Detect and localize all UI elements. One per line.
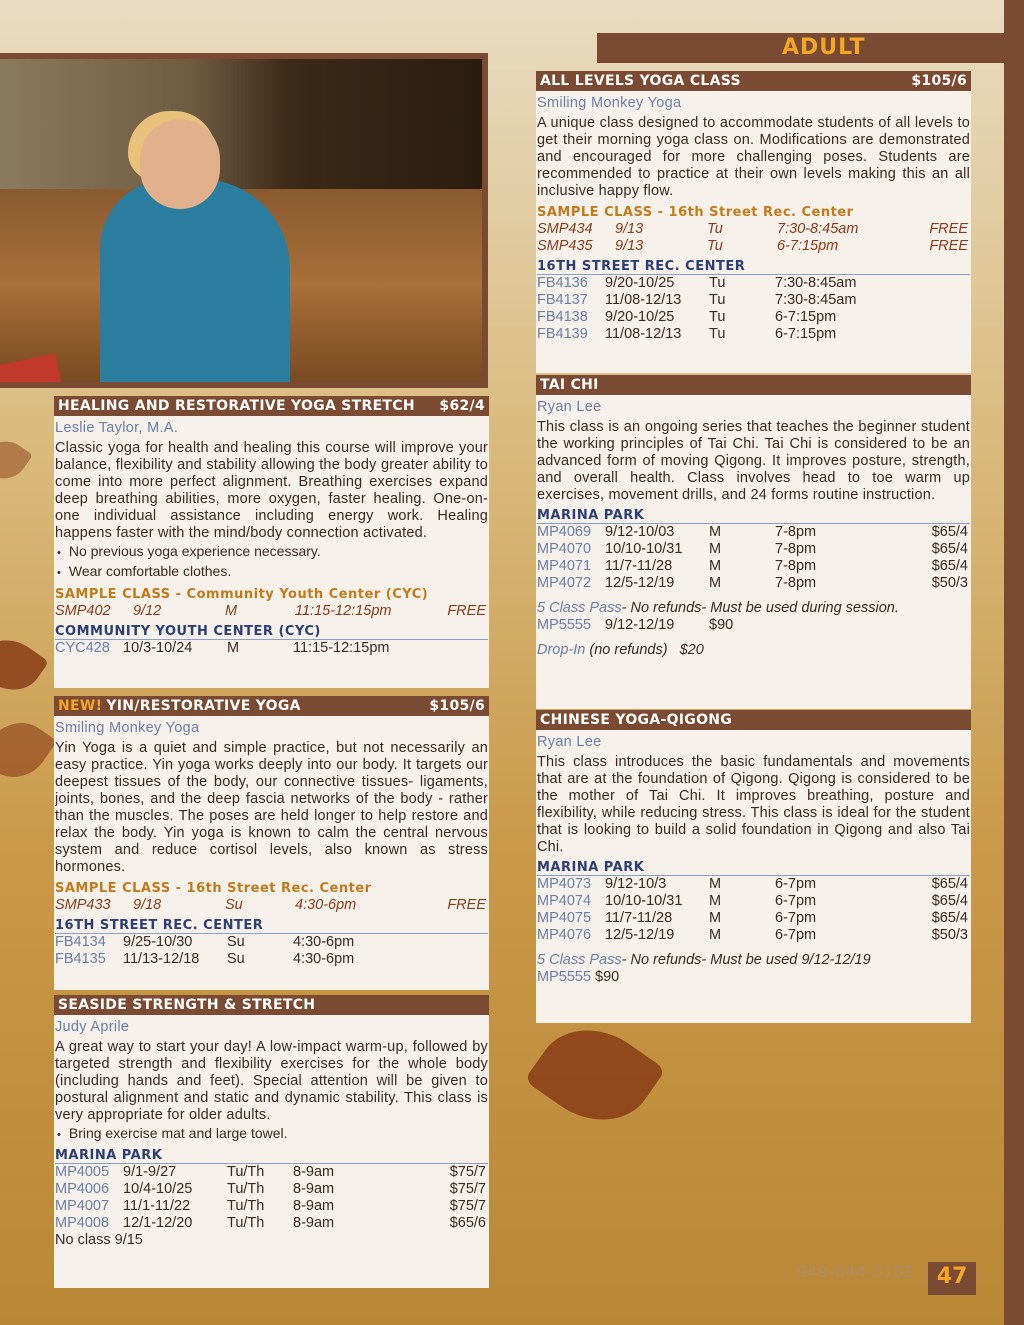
class-description: A great way to start your day! A low-impact warm-up, followed by targeted strength and flexibility exercises for the whole body (including hands and feet). Special attention will be given to postural alignment and static and dynamic stability. This class is very appropriate for older adults. xyxy=(55,1039,488,1123)
course-time: 7-8pm xyxy=(775,558,817,574)
course-code[interactable]: MP5555 xyxy=(537,969,592,985)
schedule-row xyxy=(537,326,970,343)
course-day: Tu xyxy=(709,326,726,342)
instructor-name: Ryan Lee xyxy=(537,399,602,415)
bullet-item: • Bring exercise mat and large towel. xyxy=(55,1124,488,1144)
course-time: 7:30-8:45am xyxy=(777,221,859,237)
course-day: Su xyxy=(225,897,243,913)
maple-leaf-decoration xyxy=(0,432,33,488)
course-day: M xyxy=(709,541,722,557)
course-fee: $65/4 xyxy=(931,893,968,909)
schedule-row xyxy=(537,575,970,592)
course-fee: $50/3 xyxy=(931,927,968,943)
course-code[interactable]: MP4073 xyxy=(537,876,592,892)
course-day: Tu xyxy=(709,309,726,325)
course-code[interactable]: MP4071 xyxy=(537,558,592,574)
course-time: 4:30-6pm xyxy=(293,951,355,967)
course-fee: FREE xyxy=(447,897,486,913)
course-fee: $65/4 xyxy=(931,876,968,892)
instructor-name: Ryan Lee xyxy=(537,734,602,750)
schedule-row xyxy=(537,876,970,893)
schedule-row xyxy=(537,541,970,558)
schedule-row xyxy=(537,309,970,326)
sample-class-heading: SAMPLE CLASS - 16th Street Rec. Center xyxy=(55,881,372,896)
schedule-row xyxy=(55,934,488,951)
course-time: 8-9am xyxy=(293,1181,335,1197)
course-code[interactable]: MP5555 xyxy=(537,617,592,633)
class-title: HEALING AND RESTORATIVE YOGA STRETCH xyxy=(58,398,415,414)
class-card-yin xyxy=(54,696,489,990)
sample-class-heading: SAMPLE CLASS - 16th Street Rec. Center xyxy=(537,205,854,220)
course-dates: 9/12-12/19 xyxy=(605,617,675,633)
course-day: Tu/Th xyxy=(227,1215,265,1231)
location-heading: 16TH STREET REC. CENTER xyxy=(537,259,970,275)
schedule-row xyxy=(537,927,970,944)
course-code[interactable]: SMP433 xyxy=(55,897,111,913)
course-dates: 10/10-10/31 xyxy=(605,893,683,909)
schedule-row xyxy=(55,603,488,620)
course-time: 8-9am xyxy=(293,1164,335,1180)
class-description: Yin Yoga is a quiet and simple practice, but not necessarily an easy practice. Yin yoga works deeply into our body. It targets our deepest tissues of the body, our connective tissues- ligaments, joints, bones, and the deep fascia networks of the body - rather than the muscles. The poses are held longer to help restore and relax the body. Yin yoga is known to calm the central nervous system and reduce cortisol levels, also known as stress hormones. xyxy=(55,740,488,875)
course-dates: 9/12-10/3 xyxy=(605,876,667,892)
course-day: M xyxy=(709,575,722,591)
course-dates: 9/25-10/30 xyxy=(123,934,193,950)
course-dates: 9/13 xyxy=(615,238,644,254)
course-day: Su xyxy=(227,951,245,967)
instructor-name: Judy Aprile xyxy=(55,1019,130,1035)
course-dates: 10/10-10/31 xyxy=(605,541,683,557)
maple-leaf-decoration xyxy=(0,627,49,702)
course-day: Tu xyxy=(709,292,726,308)
schedule-row xyxy=(55,897,488,914)
course-code[interactable]: CYC428 xyxy=(55,640,110,656)
pass-label: 5 Class Pass xyxy=(537,600,622,616)
pass-terms: - No refunds- Must be used 9/12-12/19 xyxy=(621,952,871,968)
class-pass-info xyxy=(537,952,970,969)
course-dates: 9/20-10/25 xyxy=(605,309,675,325)
course-time: 7:30-8:45am xyxy=(775,275,857,291)
course-code[interactable]: MP4075 xyxy=(537,910,592,926)
instructor-name: Smiling Monkey Yoga xyxy=(537,95,682,111)
course-dates: 11/7-11/28 xyxy=(605,558,673,574)
course-day: Tu xyxy=(707,238,723,254)
course-code[interactable]: MP4074 xyxy=(537,893,592,909)
drop-in-label: Drop-In xyxy=(537,642,586,658)
page-number: 47 xyxy=(936,1264,968,1289)
course-fee: $50/3 xyxy=(931,575,968,591)
schedule-row xyxy=(55,640,488,657)
course-fee: $65/4 xyxy=(931,558,968,574)
sample-class-heading: SAMPLE CLASS - Community Youth Center (CYC) xyxy=(55,587,429,602)
course-day: Tu xyxy=(709,275,726,291)
location-heading: 16TH STREET REC. CENTER xyxy=(55,918,488,934)
schedule-row xyxy=(55,951,488,968)
course-time: 8-9am xyxy=(293,1215,335,1231)
class-note: No class 9/15 xyxy=(55,1232,143,1248)
yoga-photo xyxy=(0,59,482,382)
course-fee: $75/7 xyxy=(449,1181,486,1197)
course-fee: $90 xyxy=(709,617,734,633)
schedule-row xyxy=(537,524,970,541)
class-description: Classic yoga for health and healing this course will improve your balance, flexibility and stability allowing the body greater ability to come into more perfect alignment. Breathing exercises expand deep breathing abilities, more oxygen, faster healing. One-on-one individual assistance including energy work. Healing happens faster with the mind/body connection activated. xyxy=(55,440,488,541)
location-heading: MARINA PARK xyxy=(537,508,970,524)
course-dates: 9/12 xyxy=(133,603,162,619)
schedule-row xyxy=(537,893,970,910)
class-card-qigong xyxy=(536,710,971,1023)
class-title: TAI CHI xyxy=(540,377,599,393)
page-number-box xyxy=(928,1262,976,1295)
drop-in-info xyxy=(537,642,970,659)
phone-number: 949-644-3151 xyxy=(797,1262,915,1281)
course-day: M xyxy=(709,876,722,892)
class-description: This class is an ongoing series that teaches the beginner student the working principles of Tai Chi. Tai Chi is considered to be an advanced form of moving Qigong. It improves posture, strength, and overall health. Class involves head to toe warm up exercises, movement drills, and 24 forms routine instruction. xyxy=(537,419,970,503)
course-day: Tu/Th xyxy=(227,1198,265,1214)
course-day: Su xyxy=(227,934,245,950)
schedule-row xyxy=(55,1181,488,1198)
course-code[interactable]: FB4136 xyxy=(537,275,588,291)
bullet-item: • Wear comfortable clothes. xyxy=(55,562,488,582)
course-time: 7-8pm xyxy=(775,541,817,557)
pass-row xyxy=(537,969,970,986)
schedule-row xyxy=(537,238,970,255)
class-header xyxy=(54,696,489,716)
course-time: 6-7pm xyxy=(775,876,817,892)
class-title: ALL LEVELS YOGA CLASS xyxy=(540,73,741,89)
course-dates: 12/1-12/20 xyxy=(123,1215,193,1231)
course-day: M xyxy=(709,927,722,943)
course-time: 7-8pm xyxy=(775,524,817,540)
course-fee: $75/7 xyxy=(449,1198,486,1214)
maple-leaf-decoration xyxy=(524,1007,666,1144)
course-day: M xyxy=(709,893,722,909)
location-heading: COMMUNITY YOUTH CENTER (CYC) xyxy=(55,624,488,640)
course-dates: 11/7-11/28 xyxy=(605,910,673,926)
class-card-all-levels xyxy=(536,71,971,373)
course-day: Tu/Th xyxy=(227,1181,265,1197)
class-header xyxy=(54,396,489,416)
course-day: Tu xyxy=(707,221,723,237)
course-code[interactable]: MP4072 xyxy=(537,575,592,591)
course-day: M xyxy=(709,910,722,926)
location-heading: MARINA PARK xyxy=(537,860,970,876)
course-time: 6-7pm xyxy=(775,893,817,909)
course-dates: 10/3-10/24 xyxy=(123,640,193,656)
schedule-row xyxy=(55,1164,488,1181)
course-code[interactable]: SMP435 xyxy=(537,238,593,254)
course-code[interactable]: MP4069 xyxy=(537,524,592,540)
section-banner-label: ADULT xyxy=(782,35,866,60)
course-code[interactable]: MP4070 xyxy=(537,541,592,557)
course-fee: $90 xyxy=(595,969,620,985)
course-time: 6-7:15pm xyxy=(775,326,837,342)
course-time: 7-8pm xyxy=(775,575,817,591)
course-code[interactable]: FB4134 xyxy=(55,934,106,950)
location-heading: MARINA PARK xyxy=(55,1148,488,1164)
course-time: 6-7pm xyxy=(775,910,817,926)
photo-frame xyxy=(0,53,488,388)
course-fee: FREE xyxy=(929,238,968,254)
schedule-row xyxy=(537,275,970,292)
course-fee: FREE xyxy=(929,221,968,237)
class-header xyxy=(54,995,489,1015)
pass-terms: - No refunds- Must be used during session. xyxy=(621,600,899,616)
course-time: 11:15-12:15pm xyxy=(293,640,390,656)
class-header xyxy=(536,375,971,395)
course-time: 4:30-6pm xyxy=(295,897,357,913)
course-dates: 11/08-12/13 xyxy=(605,326,682,342)
pass-label: 5 Class Pass xyxy=(537,952,622,968)
course-day: Tu/Th xyxy=(227,1164,265,1180)
course-fee: $65/6 xyxy=(449,1215,486,1231)
class-price: $62/4 xyxy=(439,398,485,414)
course-fee: $75/7 xyxy=(449,1164,486,1180)
course-fee: $65/4 xyxy=(931,541,968,557)
course-time: 6-7pm xyxy=(775,927,817,943)
class-pass-info xyxy=(537,600,970,617)
class-header xyxy=(536,71,971,91)
class-price: $105/6 xyxy=(911,73,967,89)
class-description: A unique class designed to accommodate students of all levels to get their morning yoga class on. Modifications are demonstrated and encouraged for more challenging poses. Students are recommended to practice at their own levels making this an all inclusive happy flow. xyxy=(537,115,970,199)
schedule-row xyxy=(537,221,970,238)
class-card-seaside xyxy=(54,995,489,1288)
course-dates: 9/20-10/25 xyxy=(605,275,675,291)
course-day: M xyxy=(225,603,238,619)
course-time: 6-7:15pm xyxy=(777,238,839,254)
section-banner xyxy=(597,33,1004,63)
course-code[interactable]: SMP402 xyxy=(55,603,111,619)
course-dates: 9/18 xyxy=(133,897,162,913)
drop-in-terms: (no refunds) xyxy=(589,642,668,658)
course-dates: 10/4-10/25 xyxy=(123,1181,193,1197)
course-dates: 11/08-12/13 xyxy=(605,292,682,308)
course-fee: FREE xyxy=(447,603,486,619)
class-title: CHINESE YOGA-QIGONG xyxy=(540,712,733,728)
course-dates: 11/1-11/22 xyxy=(123,1198,191,1214)
course-time: 6-7:15pm xyxy=(775,309,837,325)
class-description: This class introduces the basic fundamentals and movements that are at the foundation of Qigong. Qigong is considered to be the mother of Tai Chi. It improves breathing, posture and flexibility, while reducing stress. This class is ideal for the student that is looking to build a solid foundation in Qigong and also Tai Chi. xyxy=(537,754,970,855)
course-fee: $65/4 xyxy=(931,910,968,926)
course-day: M xyxy=(227,640,240,656)
class-price: $105/6 xyxy=(429,698,485,714)
course-code[interactable]: MP4076 xyxy=(537,927,592,943)
course-dates: 9/1-9/27 xyxy=(123,1164,177,1180)
class-header xyxy=(536,710,971,730)
course-code[interactable]: SMP434 xyxy=(537,221,593,237)
course-dates: 12/5-12/19 xyxy=(605,927,675,943)
course-code[interactable]: FB4135 xyxy=(55,951,106,967)
drop-in-price: $20 xyxy=(679,642,704,658)
course-code[interactable]: MP4006 xyxy=(55,1181,110,1197)
schedule-row xyxy=(537,617,970,634)
course-code[interactable]: FB4139 xyxy=(537,326,588,342)
bullet-item: • No previous yoga experience necessary. xyxy=(55,542,488,562)
course-time: 8-9am xyxy=(293,1198,335,1214)
schedule-row xyxy=(55,1215,488,1232)
course-code[interactable]: MP4007 xyxy=(55,1198,110,1214)
course-code[interactable]: MP4005 xyxy=(55,1164,110,1180)
course-time: 11:15-12:15pm xyxy=(295,603,392,619)
course-day: M xyxy=(709,524,722,540)
course-time: 7:30-8:45am xyxy=(775,292,857,308)
schedule-row xyxy=(537,292,970,309)
class-title: SEASIDE STRENGTH & STRETCH xyxy=(58,997,316,1013)
course-day: M xyxy=(709,558,722,574)
class-card-healing xyxy=(54,396,489,688)
right-edge-bar xyxy=(1004,0,1024,1325)
course-time: 4:30-6pm xyxy=(293,934,355,950)
course-code[interactable]: MP4008 xyxy=(55,1215,110,1231)
course-dates: 9/13 xyxy=(615,221,644,237)
schedule-row xyxy=(55,1198,488,1215)
course-dates: 11/13-12/18 xyxy=(123,951,200,967)
course-dates: 12/5-12/19 xyxy=(605,575,675,591)
instructor-name: Smiling Monkey Yoga xyxy=(55,720,200,736)
new-badge: NEW! xyxy=(58,698,103,714)
schedule-row xyxy=(537,558,970,575)
maple-leaf-decoration xyxy=(0,710,57,791)
course-code[interactable]: FB4138 xyxy=(537,309,588,325)
schedule-row xyxy=(537,910,970,927)
instructor-name: Leslie Taylor, M.A. xyxy=(55,420,179,436)
class-title: YIN/RESTORATIVE YOGA xyxy=(106,698,301,714)
course-fee: $65/4 xyxy=(931,524,968,540)
class-card-tai-chi xyxy=(536,375,971,709)
course-code[interactable]: FB4137 xyxy=(537,292,588,308)
course-dates: 9/12-10/03 xyxy=(605,524,675,540)
